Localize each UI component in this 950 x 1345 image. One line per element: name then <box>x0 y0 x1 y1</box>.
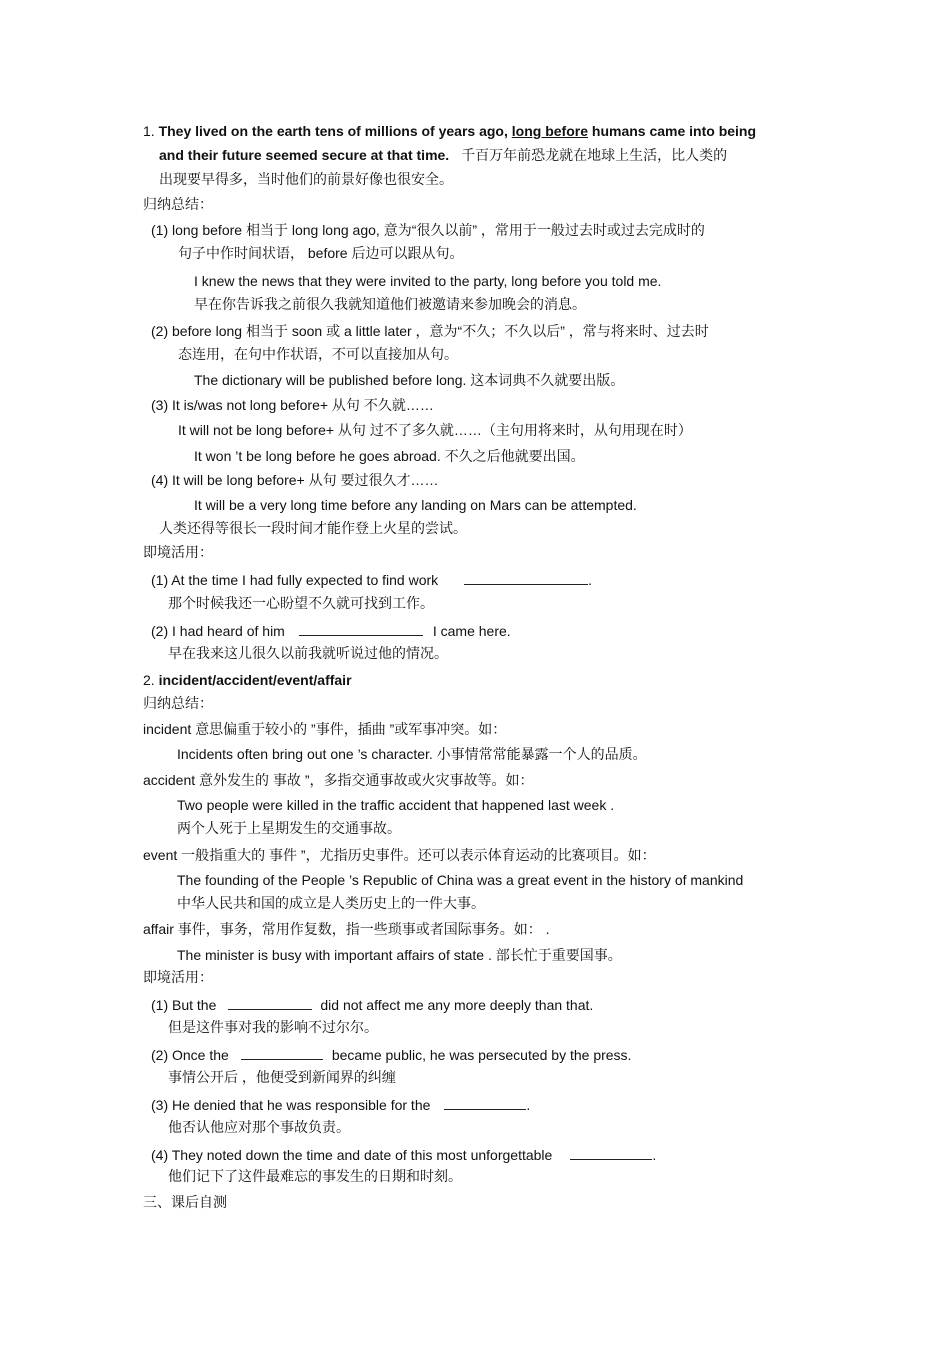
exercise-text: . <box>526 1097 531 1113</box>
answer-blank[interactable] <box>228 995 312 1010</box>
practice-heading: 即境活用： <box>143 969 213 985</box>
note-text: It will not be long before+ 从句 过不了多久就……（主句用将来时，从句用现在时） <box>178 422 692 438</box>
exercise-4 <box>151 1145 656 1164</box>
sentence-line <box>159 146 727 164</box>
answer-blank[interactable] <box>299 621 423 636</box>
answer-blank[interactable] <box>570 1145 652 1160</box>
example-sentence: Two people were killed in the traffic accident that happened last week . <box>177 797 615 813</box>
example-sentence: It will be a very long time before any landing on Mars can be attempted. <box>194 497 637 513</box>
answer-blank[interactable] <box>241 1045 323 1060</box>
answer-blank[interactable] <box>444 1095 526 1110</box>
example-sentence: I knew the news that they were invited to the party, long before you told me. <box>194 273 662 289</box>
item-1-heading <box>143 122 756 140</box>
exercise-text: (4) They noted down the time and date of this most unforgettable <box>151 1147 553 1163</box>
example-translation: 早在你告诉我之前很久我就知道他们被邀请来参加晚会的消息。 <box>194 296 586 312</box>
exercise-text: I came here. <box>432 623 511 639</box>
translation: 出现要早得多，当时他们的前景好像也很安全。 <box>159 171 453 187</box>
item-2-heading <box>143 671 352 689</box>
exercise-translation: 早在我来这儿很久以前我就听说过他的情况。 <box>168 645 448 661</box>
exercise-text: (2) Once the <box>151 1047 229 1063</box>
exercise-text: did not affect me any more deeply than that. <box>320 997 594 1013</box>
exercise-text: . <box>588 572 593 588</box>
note-text: (3) It is/was not long before+ 从句 不久就…… <box>151 397 434 413</box>
example-sentence: Incidents often bring out one ’s character. 小事情常常能暴露一个人的品质。 <box>177 746 647 762</box>
word-definition-accident: accident 意外发生的 事故 ”，多指交通事故或火灾事故等。如： <box>143 772 534 788</box>
exercise-text: became public, he was persecuted by the press. <box>331 1047 632 1063</box>
example-sentence: The minister is busy with important affairs of state . 部长忙于重要国事。 <box>177 947 622 963</box>
note-text: (2) before long 相当于 soon 或 a little later ，意为“不久；不久以后” ，常与将来时、过去时 <box>151 323 709 339</box>
exercise-2 <box>151 621 511 640</box>
key-phrase: long before <box>511 123 588 139</box>
practice-heading: 即境活用： <box>143 544 213 560</box>
exercise-text: . <box>652 1147 657 1163</box>
translation: 千百万年前恐龙就在地球上生活，比人类的 <box>461 147 728 163</box>
item-number: 1. <box>143 123 155 139</box>
exercise-text: (1) At the time I had fully expected to find work <box>151 572 439 588</box>
summary-heading: 归纳总结： <box>143 196 213 212</box>
example-sentence: The founding of the People ’s Republic of China was a great event in the history of mankind <box>177 872 744 888</box>
word-group-title: incident/accident/event/affair <box>158 672 352 688</box>
note-text: 态连用，在句中作状语，不可以直接加从句。 <box>178 346 458 362</box>
example-sentence: It won ’t be long before he goes abroad. 不久之后他就要出国。 <box>194 448 585 464</box>
word-definition-event: event 一般指重大的 事件 ”，尤指历史事件。还可以表示体育运动的比赛项目。如： <box>143 847 656 863</box>
summary-heading: 归纳总结： <box>143 695 213 711</box>
exercise-1 <box>151 995 593 1014</box>
note-text: 句子中作时间状语， before 后边可以跟从句。 <box>178 245 464 261</box>
example-sentence: The dictionary will be published before long. 这本词典不久就要出版。 <box>194 372 625 388</box>
exercise-1 <box>151 570 592 589</box>
item-number: 2. <box>143 672 155 688</box>
example-translation: 中华人民共和国的成立是人类历史上的一件大事。 <box>177 895 485 911</box>
sentence-part: They lived on the earth tens of millions of years ago, <box>158 123 508 139</box>
exercise-text: (1) But the <box>151 997 217 1013</box>
exercise-text: (3) He denied that he was responsible for the <box>151 1097 431 1113</box>
word-definition-affair: affair 事件，事务，常用作复数，指一些琐事或者国际事务。如： . <box>143 921 550 937</box>
answer-blank[interactable] <box>464 570 588 585</box>
exercise-translation: 他们记下了这件最难忘的事发生的日期和时刻。 <box>168 1168 462 1184</box>
exercise-translation: 但是这件事对我的影响不过尔尔。 <box>168 1019 378 1035</box>
exercise-translation: 那个时候我还一心盼望不久就可找到工作。 <box>168 595 434 611</box>
sentence-part: humans came into being <box>591 123 757 139</box>
example-translation: 两个人死于上星期发生的交通事故。 <box>177 820 401 836</box>
exercise-2 <box>151 1045 631 1064</box>
word-definition-incident: incident 意思偏重于较小的 ”事件，插曲 ”或军事冲突。如： <box>143 721 507 737</box>
note-text: (4) It will be long before+ 从句 要过很久才…… <box>151 472 439 488</box>
example-translation: 人类还得等很长一段时间才能作登上火星的尝试。 <box>159 520 467 536</box>
exercise-translation: 事情公开后 ，他便受到新闻界的纠缠 <box>168 1069 396 1085</box>
exercise-text: (2) I had heard of him <box>151 623 285 639</box>
exercise-translation: 他否认他应对那个事故负责。 <box>168 1119 350 1135</box>
note-text: (1) long before 相当于 long long ago, 意为“很久以前” ，常用于一般过去时或过去完成时的 <box>151 222 705 238</box>
exercise-3 <box>151 1095 530 1114</box>
sentence-part: and their future seemed secure at that time. <box>159 147 450 163</box>
section-3-title: 三、课后自测 <box>143 1194 227 1210</box>
